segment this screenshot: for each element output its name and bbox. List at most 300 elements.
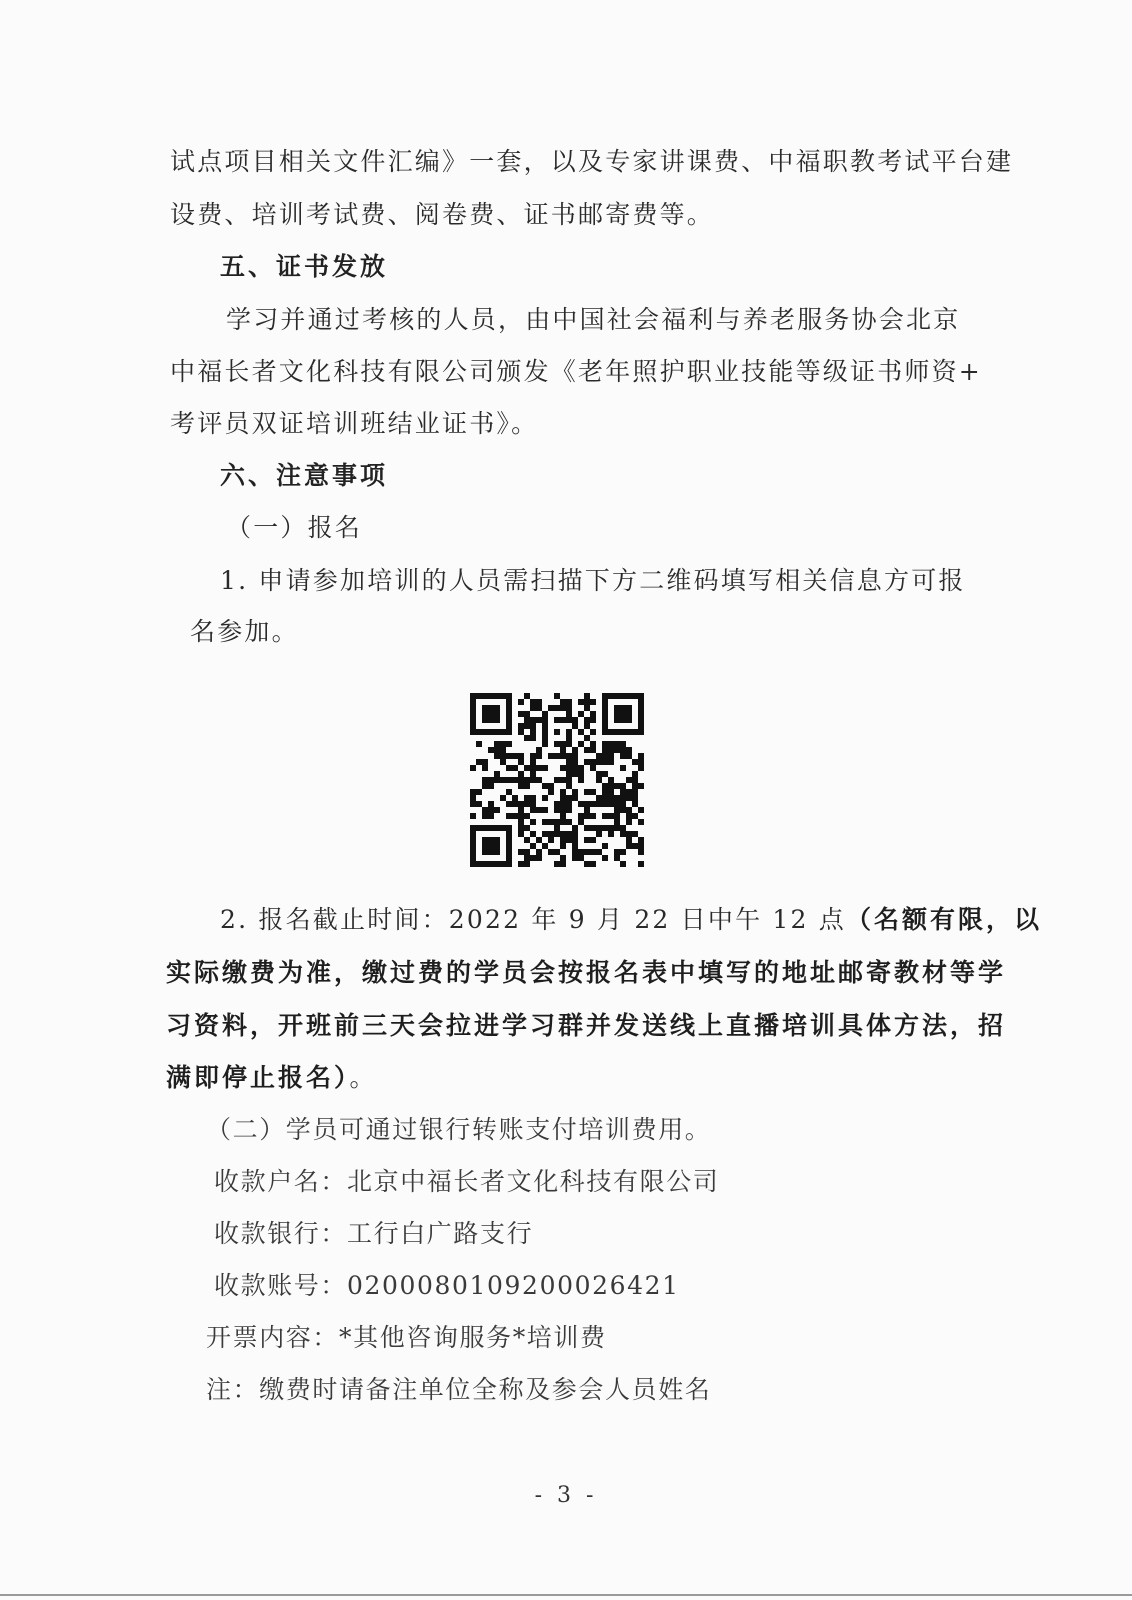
qr-module [494,843,500,849]
deadline-note-bold: （名额有限，以 [845,905,1042,934]
qr-module [530,723,536,729]
qr-module [554,861,560,867]
qr-module [530,855,536,861]
qr-module [596,777,602,783]
qr-module [578,819,584,825]
qr-module [584,825,590,831]
qr-module [518,831,524,837]
paragraph-line-bold: 实际缴费为准，缴过费的学员会按报名表中填写的地址邮寄教材等学 [166,958,1007,987]
qr-module [518,783,524,789]
qr-module [494,741,500,747]
qr-module [542,765,548,771]
qr-module [536,705,542,711]
qr-module [614,693,620,699]
qr-module [470,825,476,831]
qr-module [566,801,572,807]
subheading-payment: （二）学员可通过银行转账支付培训费用。 [206,1115,712,1144]
qr-module [506,741,512,747]
qr-module [566,837,572,843]
qr-module [530,807,536,813]
qr-module [506,717,512,723]
qr-module [500,861,506,867]
qr-module [500,825,506,831]
qr-module [638,705,644,711]
qr-module [476,801,482,807]
qr-module [530,717,536,723]
qr-module [542,783,548,789]
qr-module [560,807,566,813]
qr-module [566,783,572,789]
qr-module [482,717,488,723]
qr-module [542,819,548,825]
qr-module [602,693,608,699]
qr-module [608,777,614,783]
qr-module [512,765,518,771]
qr-module [608,831,614,837]
qr-module [470,711,476,717]
qr-module [476,693,482,699]
qr-module [560,747,566,753]
qr-module [482,729,488,735]
deadline-text: 2. 报名截止时间：2022 年 9 月 22 日中午 12 点 [220,905,846,934]
qr-module [638,711,644,717]
qr-module [602,747,608,753]
qr-module [566,735,572,741]
qr-module [584,717,590,723]
qr-module [602,795,608,801]
qr-module [548,837,554,843]
qr-module [632,813,638,819]
qr-module [632,843,638,849]
qr-module [596,795,602,801]
qr-module [626,813,632,819]
qr-module [638,837,644,843]
qr-module [560,855,566,861]
qr-module [632,801,638,807]
qr-module [584,849,590,855]
qr-module [506,801,512,807]
invoice-content: 开票内容：*其他咨询服务*培训费 [206,1323,607,1352]
qr-module [572,789,578,795]
qr-module [602,855,608,861]
qr-module [614,825,620,831]
qr-module [470,849,476,855]
qr-module [518,849,524,855]
qr-module [548,789,554,795]
qr-module [572,837,578,843]
qr-module [614,855,620,861]
qr-module [584,861,590,867]
qr-module [506,711,512,717]
qr-module [488,801,494,807]
qr-module [506,699,512,705]
qr-module [602,711,608,717]
qr-module [536,717,542,723]
qr-module [542,723,548,729]
qr-module [578,771,584,777]
qr-module [638,765,644,771]
qr-module [620,729,626,735]
qr-code-icon[interactable] [470,693,644,867]
qr-module [470,789,476,795]
qr-module [506,813,512,819]
qr-module [524,777,530,783]
paragraph-line: 1. 申请参加培训的人员需扫描下方二维码填写相关信息方可报 [220,566,966,595]
qr-module [482,705,488,711]
qr-module [482,837,488,843]
qr-module [626,747,632,753]
qr-module [620,795,626,801]
qr-module [602,813,608,819]
qr-module [494,777,500,783]
qr-module [572,765,578,771]
qr-module [578,699,584,705]
qr-module [632,777,638,783]
qr-module [638,699,644,705]
qr-module [530,765,536,771]
qr-module [584,723,590,729]
qr-module [590,747,596,753]
qr-module [530,771,536,777]
qr-module [488,693,494,699]
qr-module [482,711,488,717]
qr-module [482,861,488,867]
qr-module [632,831,638,837]
qr-module [620,825,626,831]
qr-module [608,783,614,789]
qr-module [638,723,644,729]
qr-module [638,693,644,699]
qr-module [518,861,524,867]
qr-module [566,777,572,783]
qr-module [494,747,500,753]
qr-module [614,807,620,813]
qr-module [596,753,602,759]
qr-module [482,693,488,699]
qr-module [620,783,626,789]
qr-module [470,723,476,729]
qr-module [602,717,608,723]
qr-module [554,819,560,825]
qr-module [608,729,614,735]
qr-module [620,747,626,753]
qr-module [506,753,512,759]
qr-module [476,741,482,747]
qr-module [602,759,608,765]
qr-module [500,777,506,783]
qr-module [554,729,560,735]
qr-module [554,831,560,837]
qr-module [566,807,572,813]
payment-note: 注：缴费时请备注单位全称及参会人员姓名 [206,1375,712,1404]
qr-module [602,825,608,831]
qr-module [518,813,524,819]
qr-module [560,813,566,819]
qr-module [554,801,560,807]
qr-module [536,765,542,771]
qr-module [566,729,572,735]
qr-module [560,843,566,849]
qr-module [470,831,476,837]
qr-module [530,801,536,807]
qr-module [620,693,626,699]
paragraph-line [166,1061,377,1095]
qr-module [584,747,590,753]
qr-module [506,825,512,831]
qr-module [584,735,590,741]
qr-module [524,693,530,699]
qr-module [620,849,626,855]
qr-module [470,843,476,849]
qr-module [488,849,494,855]
qr-module [488,783,494,789]
qr-module [590,825,596,831]
qr-module [602,771,608,777]
qr-module [638,843,644,849]
qr-module [560,765,566,771]
qr-module [638,729,644,735]
paragraph-line: 学习并通过考核的人员，由中国社会福利与养老服务协会北京 [226,305,961,334]
qr-module [602,729,608,735]
qr-module [566,795,572,801]
qr-module [488,843,494,849]
qr-module [554,753,560,759]
qr-module [494,807,500,813]
qr-module [470,765,476,771]
qr-module [584,759,590,765]
qr-code-graphic [470,693,644,867]
qr-module [584,699,590,705]
qr-module [584,801,590,807]
paragraph-line: 名参加。 [190,617,299,646]
qr-module [524,765,530,771]
qr-module [518,777,524,783]
qr-module [488,711,494,717]
scan-edge-rule [0,1594,1132,1596]
qr-module [596,825,602,831]
paragraph-line-bold: 习资料，开班前三天会拉进学习群并发送线上直播培训具体方法，招 [166,1011,1007,1040]
qr-module [596,831,602,837]
qr-module [578,849,584,855]
qr-module [476,729,482,735]
qr-module [518,723,524,729]
qr-module [602,843,608,849]
qr-module [536,777,542,783]
qr-module [584,693,590,699]
qr-module [566,741,572,747]
qr-module [572,723,578,729]
bank-name: 收款银行：工行白广路支行 [214,1219,534,1248]
qr-module [614,747,620,753]
qr-module [524,825,530,831]
qr-module [620,741,626,747]
qr-module [512,777,518,783]
qr-module [542,795,548,801]
qr-module [566,771,572,777]
qr-module [590,789,596,795]
qr-module [506,861,512,867]
qr-module [524,735,530,741]
qr-module [470,795,476,801]
qr-module [506,843,512,849]
qr-module [500,795,506,801]
qr-module [470,699,476,705]
qr-module [620,831,626,837]
qr-module [578,765,584,771]
qr-module [530,753,536,759]
qr-module [536,753,542,759]
qr-module [482,825,488,831]
qr-module [620,765,626,771]
qr-module [494,753,500,759]
qr-module [530,795,536,801]
qr-module [560,717,566,723]
qr-module [482,765,488,771]
qr-module [590,861,596,867]
qr-module [608,693,614,699]
qr-module [560,705,566,711]
qr-module [560,699,566,705]
qr-module [554,717,560,723]
qr-module [572,795,578,801]
qr-module [608,795,614,801]
paragraph-line: 试点项目相关文件汇编》一套，以及专家讲课费、中福职教考试平台建 [170,147,1014,176]
qr-module [554,693,560,699]
qr-module [560,801,566,807]
qr-module [542,807,548,813]
qr-module [488,807,494,813]
qr-module [626,831,632,837]
paragraph-line: 考评员双证培训班结业证书》。 [170,409,539,438]
qr-module [524,783,530,789]
qr-module [578,729,584,735]
qr-module [626,705,632,711]
qr-module [530,777,536,783]
qr-module [614,729,620,735]
qr-module [590,717,596,723]
qr-module [596,849,602,855]
qr-module [638,861,644,867]
qr-module [542,717,548,723]
qr-module [584,789,590,795]
qr-module [608,801,614,807]
qr-module [494,729,500,735]
qr-module [620,789,626,795]
qr-module [590,741,596,747]
qr-module [530,759,536,765]
qr-module [560,819,566,825]
qr-module [638,717,644,723]
qr-module [524,813,530,819]
qr-module [590,711,596,717]
qr-module [506,855,512,861]
qr-module [530,735,536,741]
qr-module [602,753,608,759]
qr-module [614,813,620,819]
qr-module [506,705,512,711]
qr-module [506,729,512,735]
qr-module [488,861,494,867]
qr-module [488,813,494,819]
qr-module [524,801,530,807]
qr-module [614,801,620,807]
qr-module [572,843,578,849]
qr-module [626,789,632,795]
qr-module [488,747,494,753]
paragraph-line: 中福长者文化科技有限公司颁发《老年照护职业技能等级证书师资+ [170,357,982,386]
section-heading-notes: 六、注意事项 [220,461,389,490]
qr-module [506,723,512,729]
qr-module [626,777,632,783]
qr-module [572,771,578,777]
qr-module [470,855,476,861]
qr-module [638,849,644,855]
qr-module [482,807,488,813]
qr-module [620,753,626,759]
qr-module [614,819,620,825]
qr-module [536,699,542,705]
qr-module [620,801,626,807]
qr-module [590,765,596,771]
qr-module [518,801,524,807]
qr-module [512,795,518,801]
qr-module [530,819,536,825]
qr-module [620,711,626,717]
qr-module [572,855,578,861]
qr-module [548,705,554,711]
qr-module [578,741,584,747]
qr-module [596,771,602,777]
qr-module [614,741,620,747]
qr-module [608,789,614,795]
qr-module [560,837,566,843]
qr-module [602,789,608,795]
qr-module [626,753,632,759]
qr-module [554,741,560,747]
qr-module [608,759,614,765]
qr-module [590,837,596,843]
qr-module [560,789,566,795]
qr-module [488,777,494,783]
qr-module [578,711,584,717]
qr-module [530,705,536,711]
qr-module [584,813,590,819]
qr-module [548,753,554,759]
qr-module [614,783,620,789]
qr-module [542,735,548,741]
qr-module [494,717,500,723]
qr-module [632,693,638,699]
qr-module [566,831,572,837]
qr-module [536,849,542,855]
qr-module [626,717,632,723]
qr-module [506,693,512,699]
qr-module [482,843,488,849]
qr-module [500,741,506,747]
qr-module [566,765,572,771]
qr-module [542,711,548,717]
qr-module [518,729,524,735]
qr-module [506,849,512,855]
qr-module [530,729,536,735]
qr-module [590,813,596,819]
qr-module [482,813,488,819]
qr-module [476,759,482,765]
qr-module [494,837,500,843]
qr-module [572,759,578,765]
qr-module [536,747,542,753]
qr-module [608,813,614,819]
